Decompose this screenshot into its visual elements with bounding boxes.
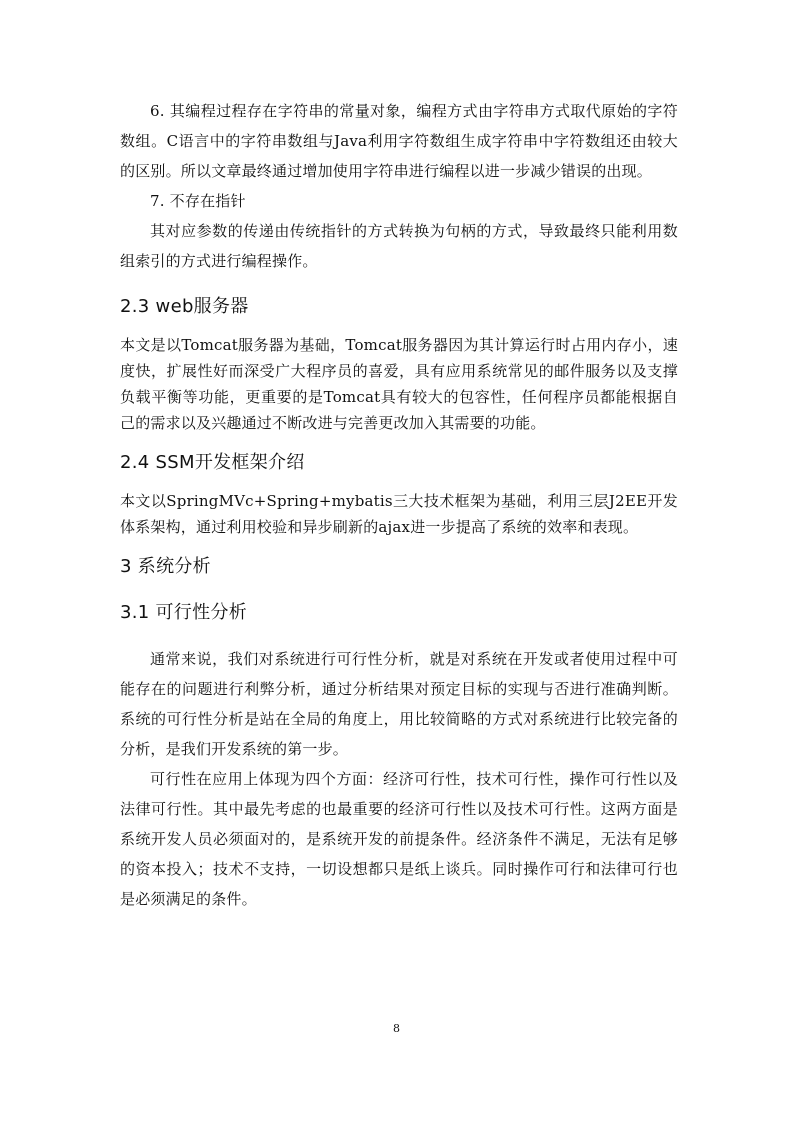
- heading-feasibility-analysis: 3.1 可行性分析: [120, 602, 248, 623]
- page-content: [120, 96, 678, 914]
- heading-web-server: 2.3 web服务器: [120, 296, 249, 317]
- page-number: 8: [393, 1022, 400, 1035]
- paragraph-feasibility-intro: 通常来说，我们对系统进行可行性分析，就是对系统在开发或者使用过程中可能存在的问题进行利弊分析，通过分析结果对预定目标的实现与否进行准确判断。系统的可行性分析是站在全局的角度上，用比较简略的方式对系统进行比较完备的分析，是我们开发系统的第一步。: [120, 650, 678, 758]
- paragraph-web-server: 本文是以Tomcat服务器为基础，Tomcat服务器因为其计算运行时占用内存小，速度快，扩展性好而深受广大程序员的喜爱，具有应用系统常见的邮件服务以及支撑负载平衡等功能，更重要的是Tomcat具有较大的包容性，任何程序员都能根据自己的需求以及兴趣通过不断改进与完善更改加入其需要的功能。: [120, 336, 678, 432]
- heading-ssm-framework: 2.4 SSM开发框架介绍: [120, 452, 305, 473]
- paragraph-item-7-body: 其对应参数的传递由传统指针的方式转换为句柄的方式，导致最终只能利用数组索引的方式进行编程操作。: [120, 222, 678, 270]
- paragraph-feasibility-aspects: 可行性在应用上体现为四个方面：经济可行性，技术可行性，操作可行性以及法律可行性。其中最先考虑的也最重要的经济可行性以及技术可行性。这两方面是系统开发人员必须面对的，是系统开发的前提条件。经济条件不满足，无法有足够的资本投入；技术不支持，一切设想都只是纸上谈兵。同时操作可行和法律可行也是必须满足的条件。: [120, 770, 678, 908]
- paragraph-item-7-title: 7. 不存在指针: [150, 192, 246, 210]
- paragraph-item-6: 6. 其编程过程存在字符串的常量对象，编程方式由字符串方式取代原始的字符数组。C语言中的字符串数组与Java利用字符数组生成字符串中字符数组还由较大的区别。所以文章最终通过增加使用字符串进行编程以进一步减少错误的出现。: [120, 102, 678, 180]
- heading-system-analysis: 3 系统分析: [120, 556, 211, 577]
- paragraph-ssm-framework: 本文以SpringMVc+Spring+mybatis三大技术框架为基础，利用三层J2EE开发体系架构，通过利用校验和异步刷新的ajax进一步提高了系统的效率和表现。: [120, 492, 678, 536]
